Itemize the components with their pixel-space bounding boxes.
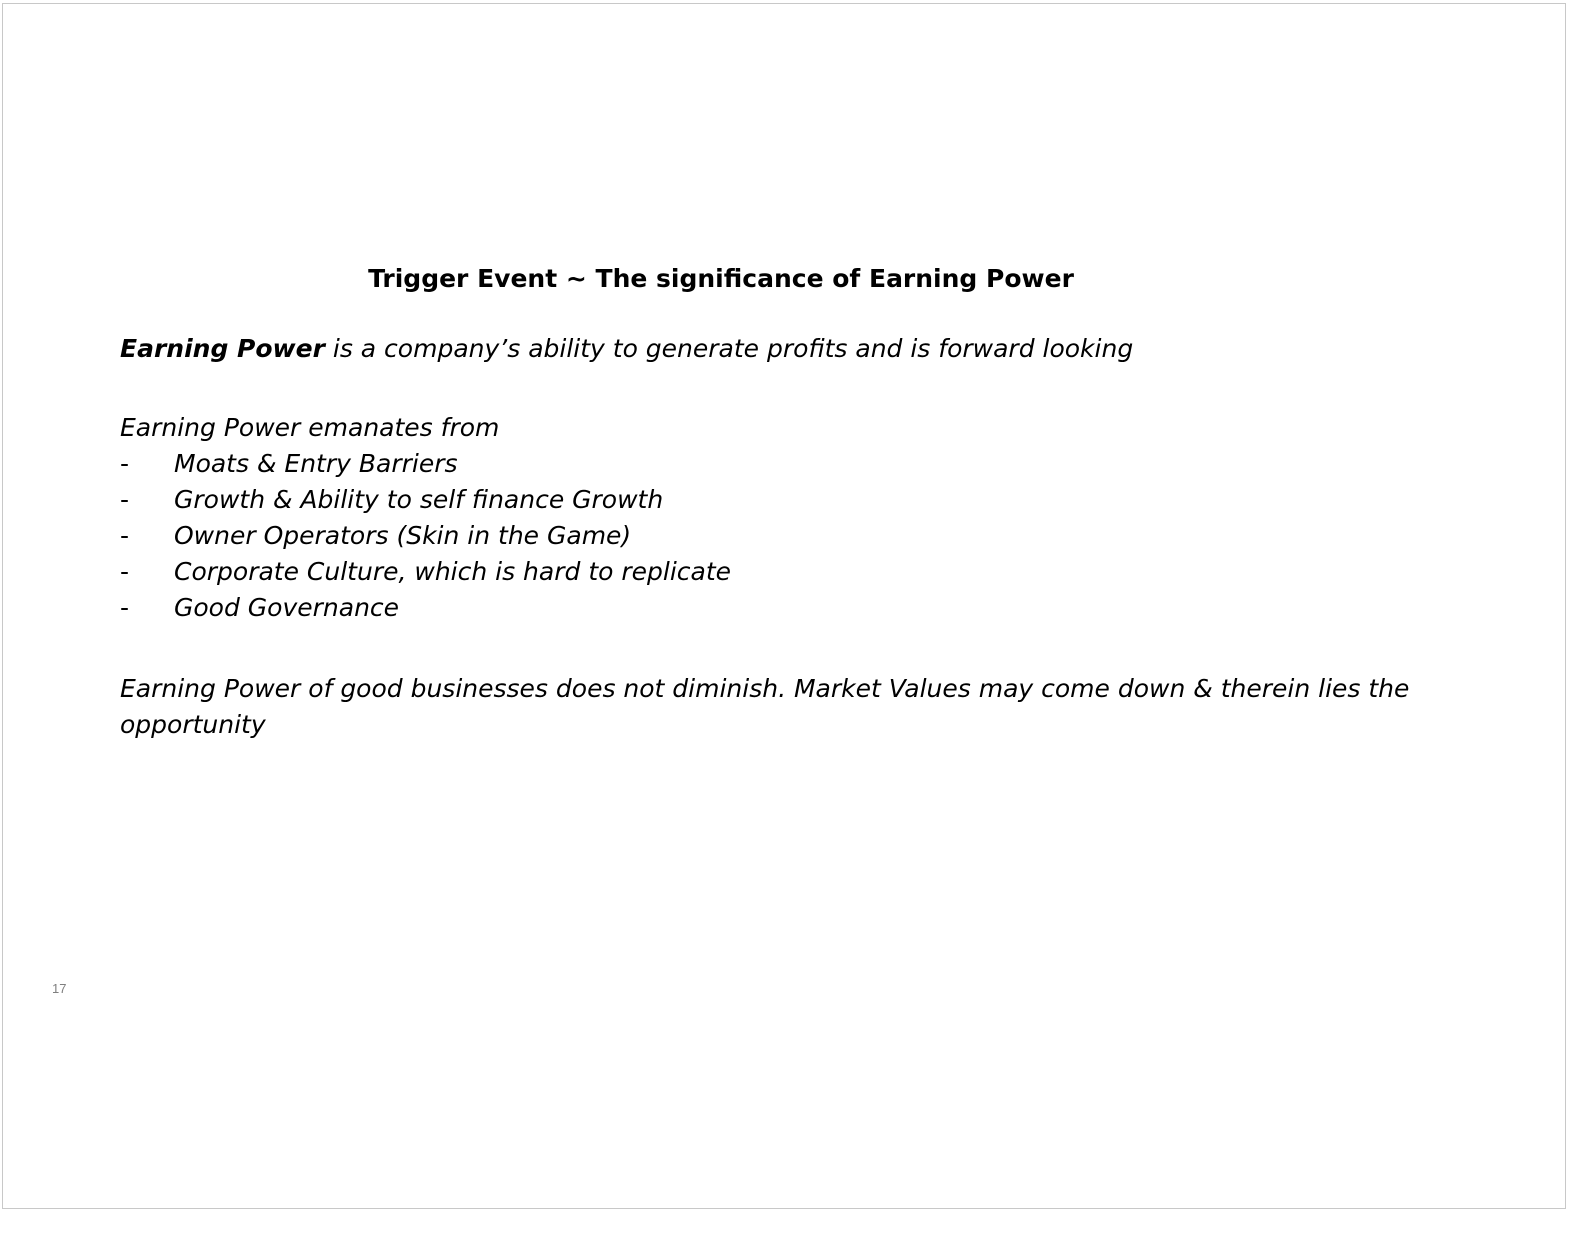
list-item	[120, 447, 731, 483]
list-item-label: Growth & Ability to self finance Growth	[174, 485, 664, 514]
list-item	[120, 483, 731, 519]
definition-text: is a company’s ability to generate profits and is forward looking	[324, 334, 1134, 363]
page-number: 17	[52, 981, 67, 996]
list-item-label: Owner Operators (Skin in the Game)	[174, 521, 632, 550]
list-item	[120, 591, 731, 627]
dash-bullet: -	[120, 593, 130, 622]
definition-line	[120, 332, 1133, 366]
dash-bullet: -	[120, 449, 130, 478]
dash-bullet: -	[120, 485, 130, 514]
definition-term: Earning Power	[120, 334, 325, 363]
slide-page	[2, 3, 1566, 1209]
list-item-label: Corporate Culture, which is hard to replicate	[174, 557, 732, 586]
list-item	[120, 555, 731, 591]
dash-bullet: -	[120, 557, 130, 586]
list-item	[120, 519, 731, 555]
sources-intro: Earning Power emanates from	[120, 413, 500, 442]
list-item-label: Good Governance	[174, 593, 400, 622]
sources-list	[120, 447, 731, 627]
conclusion-text: Earning Power of good businesses does not diminish. Market Values may come down & therein lies the opportunity	[120, 674, 1410, 739]
slide-title: Trigger Event ~ The significance of Earning Power	[368, 264, 1074, 293]
dash-bullet: -	[120, 521, 130, 550]
list-item-label: Moats & Entry Barriers	[174, 449, 458, 478]
